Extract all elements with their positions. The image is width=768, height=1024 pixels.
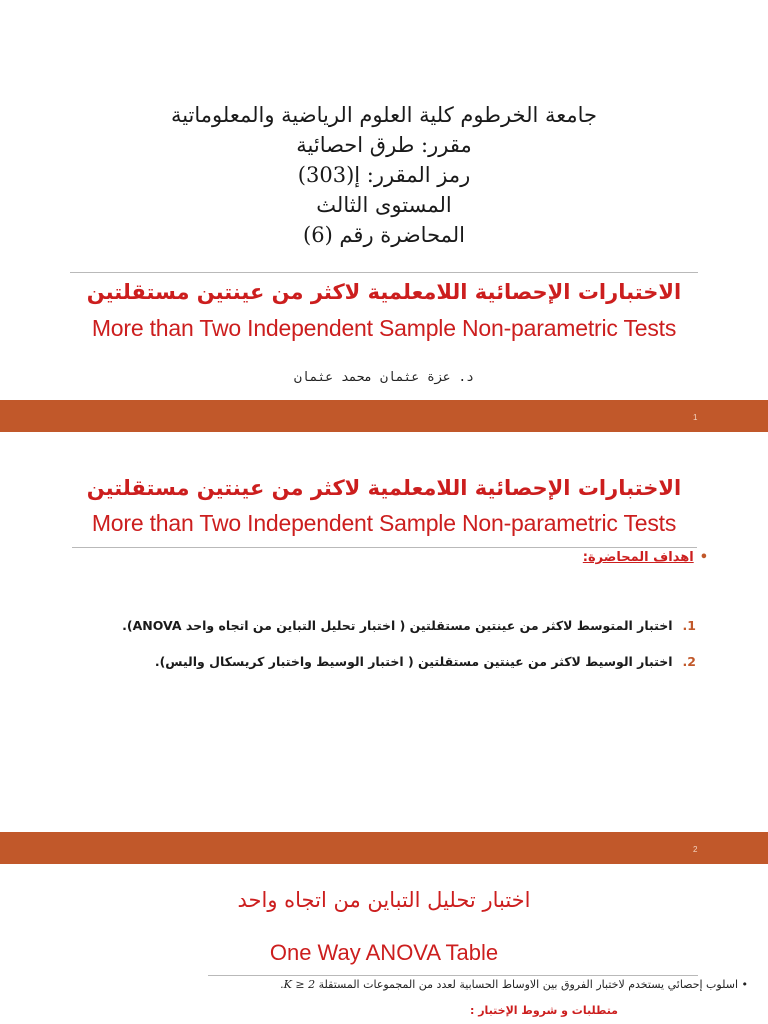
objective-item <box>155 654 696 669</box>
objectives-heading-label: اهداف المحاضرة: <box>582 550 694 565</box>
page-number: 2 <box>693 845 698 854</box>
lecture-number-line: المحاضرة رقم (6) <box>302 223 466 247</box>
slide-title-english: One Way ANOVA Table <box>269 940 499 965</box>
course-name-line: مقرر: طرق احصائية <box>296 133 472 157</box>
objective-item <box>122 618 696 633</box>
level-line: المستوى الثالث <box>316 193 452 217</box>
university-line: جامعة الخرطوم كلية العلوم الرياضية والمعلوماتية <box>170 103 598 127</box>
objective-number: 1. <box>682 618 696 633</box>
definition-bullet <box>280 978 748 991</box>
objectives-heading <box>583 550 708 565</box>
slide-title-english: More than Two Independent Sample Non-parametric Tests <box>91 315 677 341</box>
divider <box>70 272 698 273</box>
divider <box>72 547 697 548</box>
slide-3 <box>0 864 768 1024</box>
page-number: 1 <box>693 413 698 422</box>
slide-footer-band <box>0 400 768 432</box>
author-name: د. عزة عثمان محمد عثمان <box>293 370 474 385</box>
course-info-block <box>0 100 768 250</box>
objective-text: اختبار الوسيط لاكثر من عينتين مستقلتين ( اختبار الوسيط واختبار كريسكال واليس). <box>154 654 673 669</box>
slide-title-arabic: الاختبارات الإحصائية اللامعلمية لاكثر من عينتين مستقلتين <box>86 280 682 304</box>
bullet-icon: • <box>699 550 708 565</box>
requirements-heading: متطلبات و شروط الإختبار : <box>470 1004 618 1017</box>
definition-math: K ≥ 2. <box>280 978 316 991</box>
slide-1 <box>0 0 768 400</box>
slide-footer-band <box>0 832 768 864</box>
slide-2 <box>0 432 768 832</box>
slide-title-arabic: الاختبارات الإحصائية اللامعلمية لاكثر من عينتين مستقلتين <box>86 476 682 500</box>
slide-title-english: More than Two Independent Sample Non-parametric Tests <box>91 510 677 536</box>
objective-text: اختبار المتوسط لاكثر من عينتين مستقلتين ( اختبار تحليل التباين من اتجاه واحد ANOVA). <box>122 618 673 633</box>
course-code-line: رمز المقرر: إ(303) <box>297 163 471 187</box>
definition-text: • اسلوب إحصائي يستخدم لاختبار الفروق بين الاوساط الحسابية لعدد من المجموعات المستقلة <box>318 978 748 991</box>
divider <box>208 975 698 976</box>
slide-title-arabic: اختبار تحليل التباين من اتجاه واحد <box>237 888 531 912</box>
objective-number: 2. <box>682 654 696 669</box>
